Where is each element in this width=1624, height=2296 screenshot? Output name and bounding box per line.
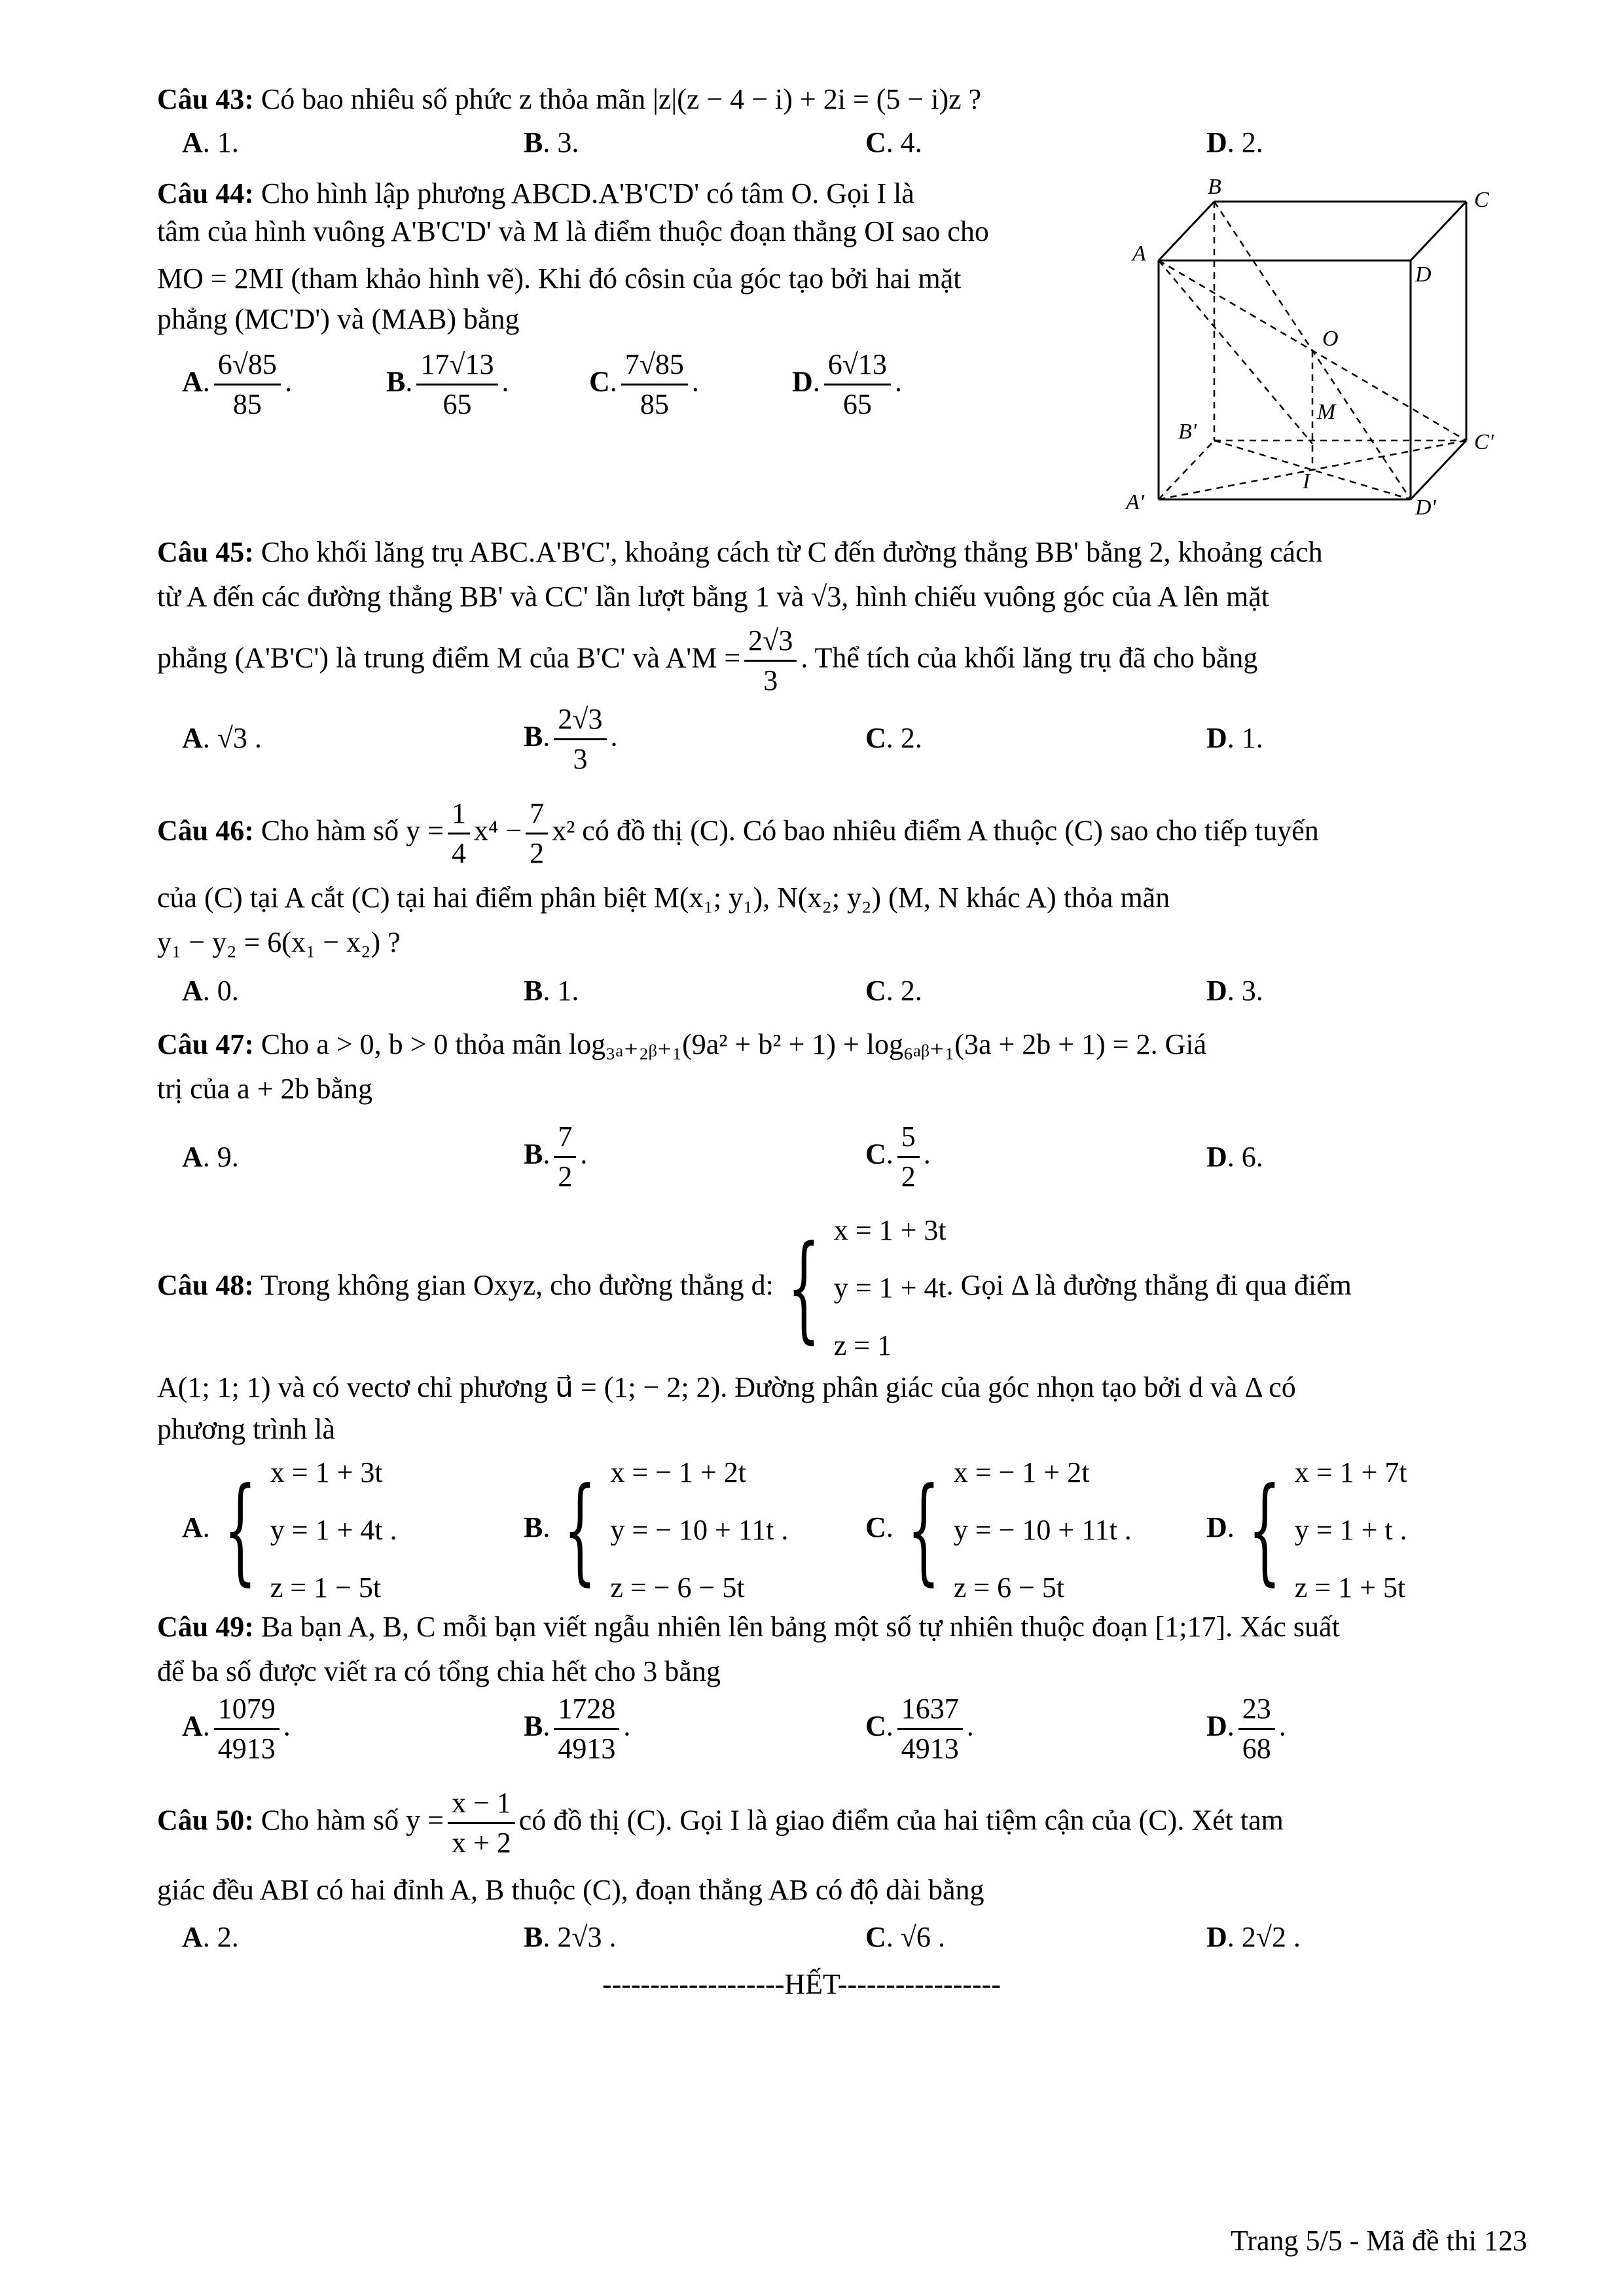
q44-option-c: C. $\frac{7√85}{85}$ .: [589, 346, 699, 423]
q43-stem: Có bao nhiêu số phức z thỏa mãn |z|(z − 4 − i) + 2i = (5 − i)z ?: [261, 83, 982, 115]
end-of-exam-mark: -------------------HẾT-----------------: [602, 1968, 1001, 2000]
q48-option-b: B. { x = − 1 + 2t y = − 10 + 11t . z = − 6 − 5t: [524, 1456, 789, 1604]
q46-option-a: A. 0.: [182, 975, 239, 1007]
q50-option-a: A. 2.: [182, 1921, 239, 1953]
q49-line-2: để ba số được viết ra có tổng chia hết cho 3 bằng: [157, 1655, 721, 1687]
label-a: A: [1132, 242, 1146, 266]
q45-line-2: từ A đến các đường thẳng BB' và CC' lần lượt bằng 1 và √3, hình chiếu vuông góc của A lên mặt: [157, 581, 1270, 613]
q47-label: Câu 47:: [157, 1028, 254, 1060]
page-footer: Trang 5/5 - Mã đề thi 123: [1230, 2225, 1527, 2257]
q45-line-3: phẳng (A'B'C') là trung điểm M của B'C' và A'M = $\frac{2√3}{3}$ . Thể tích của khối lăng trụ đã cho bằng: [157, 622, 1257, 700]
q50-option-b: B. 2√3 .: [524, 1921, 617, 1953]
q49-line-1: Câu 49: Ba bạn A, B, C mỗi bạn viết ngẫu nhiên lên bảng một số tự nhiên thuộc đoạn [1;17]. Xác suất: [157, 1611, 1340, 1643]
q48-line-1: Câu 48: Trong không gian Oxyz, cho đường thẳng d: { x = 1 + 3t y = 1 + 4t z = 1 . Gọi Δ là đường thẳng đi qua điểm: [157, 1214, 1352, 1361]
q46-label: Câu 46:: [157, 814, 254, 847]
label-c: C: [1474, 188, 1489, 212]
edge-cd: [1411, 202, 1466, 260]
q46-option-b: B. 1.: [524, 975, 579, 1007]
q49-option-c: C. $\frac{1637}{4913}$ .: [865, 1690, 974, 1768]
q43-label: Câu 43:: [157, 83, 254, 115]
q44-label: Câu 44:: [157, 177, 254, 209]
q43-stem-line: [157, 81, 981, 118]
q44-line-2: tâm của hình vuông A'B'C'D' và M là điểm thuộc đoạn thẳng OI sao cho: [157, 215, 989, 247]
q47-option-c: C. $\frac{5}{2}$ .: [865, 1118, 931, 1196]
q44-line-4: phẳng (MC'D') và (MAB) bằng: [157, 303, 520, 335]
q43-option-a: A. 1.: [182, 126, 239, 158]
label-d1: D': [1415, 495, 1436, 516]
q49-option-a: A. $\frac{1079}{4913}$ .: [182, 1690, 291, 1768]
q45-option-a: A. √3 .: [182, 722, 262, 754]
q45-option-b: B. $\frac{2√3}{3}$ .: [524, 700, 618, 778]
q50-label: Câu 50:: [157, 1804, 254, 1837]
q48-option-a: A. { x = 1 + 3t y = 1 + 4t . z = 1 − 5t: [182, 1456, 397, 1604]
q49-option-d: D. $\frac{23}{68}$ .: [1206, 1690, 1286, 1768]
q43-option-d: D. 2.: [1206, 126, 1263, 158]
q50-option-c: C. √6 .: [865, 1921, 945, 1953]
label-c1: C': [1474, 430, 1494, 454]
q48-label: Câu 48:: [157, 1269, 254, 1302]
q44-line-3: MO = 2MI (tham khảo hình vẽ). Khi đó côsin của góc tạo bởi hai mặt: [157, 262, 962, 295]
q45-label: Câu 45:: [157, 536, 254, 568]
q47-option-d: D. 6.: [1206, 1141, 1263, 1173]
q45-option-c: C. 2.: [865, 722, 922, 754]
q49-label: Câu 49:: [157, 1611, 254, 1643]
diag-bd1: [1214, 202, 1411, 499]
q48-option-d: D. { x = 1 + 7t y = 1 + t . z = 1 + 5t: [1206, 1456, 1407, 1604]
q45-line-1: Câu 45: Cho khối lăng trụ ABC.A'B'C', khoảng cách từ C đến đường thẳng BB' bằng 2, khoảng cách: [157, 536, 1323, 568]
q44-option-d: D. $\frac{6√13}{65}$ .: [792, 346, 902, 423]
q47-line-2: trị của a + 2b bằng: [157, 1073, 373, 1105]
q44-line-1: Câu 44: Cho hình lập phương ABCD.A'B'C'D' có tâm O. Gọi I là: [157, 177, 914, 209]
q47-option-a: A. 9.: [182, 1141, 239, 1173]
q45-option-d: D. 1.: [1206, 722, 1263, 754]
q48-line-2: A(1; 1; 1) và có vectơ chỉ phương u⃗ = (1; − 2; 2). Đường phân giác của góc nhọn tạo bởi d và Δ có: [157, 1371, 1296, 1403]
label-m: M: [1317, 400, 1336, 424]
q50-option-d: D. 2√2 .: [1206, 1921, 1301, 1953]
q46-option-d: D. 3.: [1206, 975, 1263, 1007]
label-d: D: [1415, 262, 1432, 287]
q44-option-a: A. $\frac{6√85}{85}$ .: [182, 346, 292, 423]
segment-am: [1159, 260, 1312, 444]
q46-option-c: C. 2.: [865, 975, 922, 1007]
label-o: O: [1322, 327, 1339, 351]
q47-option-b: B. $\frac{7}{2}$ .: [524, 1118, 587, 1196]
label-a1: A': [1126, 490, 1145, 514]
edge-ab: [1159, 202, 1214, 260]
q50-line-2: giác đều ABI có hai đỉnh A, B thuộc (C), đoạn thẳng AB có độ dài bằng: [157, 1874, 984, 1906]
q50-line-1: Câu 50: Cho hàm số y = $\frac{x - 1}{x + 2}$ có đồ thị (C). Gọi I là giao điểm của hai tiệm cận của (C). Xét tam: [157, 1784, 1284, 1862]
q46-line-2: của (C) tại A cắt (C) tại hai điểm phân biệt M(x₁; y₁), N(x₂; y₂) (M, N khác A) thỏa mãn: [157, 882, 1170, 914]
cube-figure: [1113, 175, 1506, 516]
q44-option-b: B. $\frac{17√13}{65}$ .: [386, 346, 509, 423]
q48-line-3: phương trình là: [157, 1413, 335, 1445]
q46-line-1: Câu 46: Cho hàm số y = $\frac{1}{4}$ x⁴ − $\frac{7}{2}$ x² có đồ thị (C). Có bao nhiêu điểm A thuộc (C) sao cho tiếp tuyến: [157, 795, 1319, 872]
q43-option-b: B. 3.: [524, 126, 579, 158]
label-b: B: [1208, 175, 1221, 199]
q47-line-1: Câu 47: Cho a > 0, b > 0 thỏa mãn log₃ₐ₊₂ᵦ₊₁(9a² + b² + 1) + log₆ₐᵦ₊₁(3a + 2b + 1) = 2. Giá: [157, 1028, 1207, 1060]
q46-line-3: y₁ − y₂ = 6(x₁ − x₂) ?: [157, 926, 401, 958]
label-b1: B': [1178, 420, 1197, 444]
q43-option-c: C. 4.: [865, 126, 922, 158]
label-i: I: [1303, 469, 1310, 493]
q49-option-b: B. $\frac{1728}{4913}$ .: [524, 1690, 630, 1768]
q48-option-c: C. { x = − 1 + 2t y = − 10 + 11t . z = 6 − 5t: [865, 1456, 1132, 1604]
